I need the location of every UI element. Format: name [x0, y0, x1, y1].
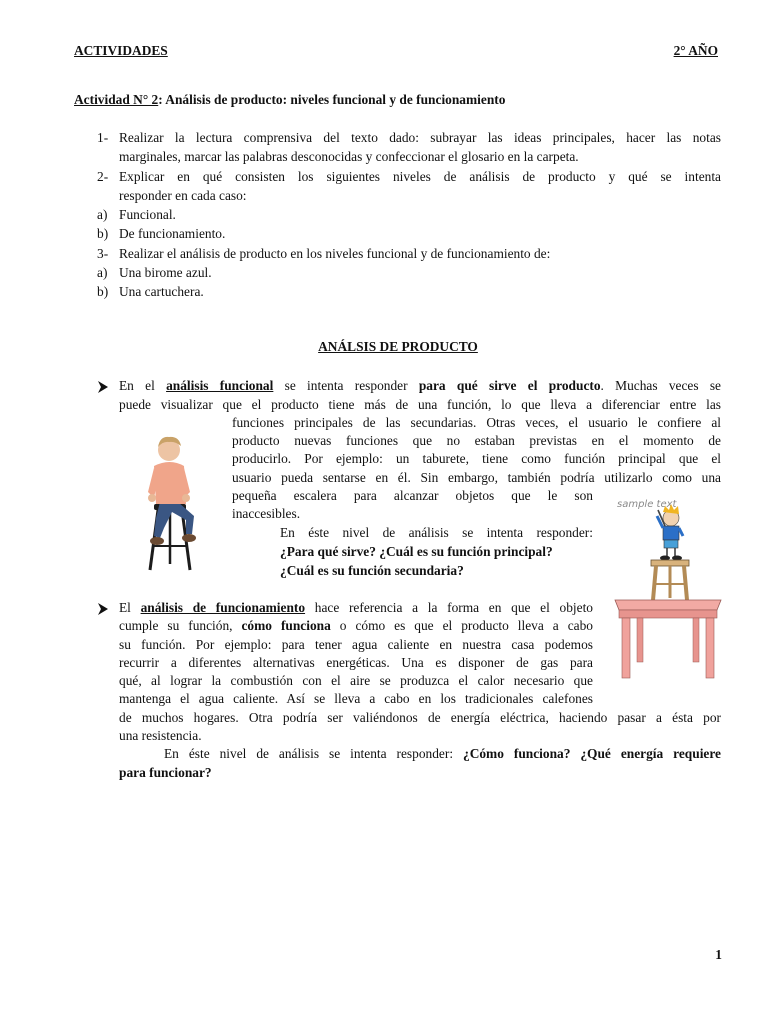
paragraph-line: producto nuevas funciones que no estaban previstas en el momento de — [232, 433, 721, 448]
boy-on-stool-image — [120, 418, 224, 576]
image-caption: sample text — [617, 499, 677, 510]
list-letter: b) — [97, 226, 109, 241]
text-run: o cómo es que el producto lleva a cabo — [330, 618, 593, 633]
text-run: . Muchas veces se — [600, 378, 721, 393]
activity-subtitle: : Análisis de producto: niveles funcional y de funcionamiento — [158, 92, 506, 107]
paragraph-line: una resistencia. — [119, 728, 202, 743]
list-item: Una cartuchera. — [119, 284, 204, 299]
list-letter: a) — [97, 207, 108, 222]
paragraph-line — [164, 745, 721, 764]
list-item-line: responder en cada caso: — [119, 188, 247, 203]
paragraph-line: mantenga el agua caliente. Así se lleva a cabo en los tradicionales calefones — [119, 691, 593, 706]
page-number: 1 — [715, 947, 722, 962]
paragraph-line: inaccesibles. — [232, 506, 301, 521]
paragraph-line: producirlo. Por ejemplo: un taburete, tiene como función principal que el — [232, 451, 721, 466]
paragraph-line: puede visualizar que el producto tiene más de una función, lo que lleva a diferenciar entre las — [119, 397, 721, 412]
list-letter: a) — [97, 265, 108, 280]
section-title: ANÁLSIS DE PRODUCTO — [318, 339, 478, 354]
paragraph-line — [119, 617, 593, 636]
list-item: Una birome azul. — [119, 265, 212, 280]
arrow-bullet-icon — [96, 602, 110, 616]
question-line: ¿Cómo funciona? ¿Qué energía requiere — [463, 746, 722, 761]
list-number: 3- — [97, 246, 109, 261]
paragraph-line: qué, al lograr la combustión con el aire se produzca el calor necesario que — [119, 673, 593, 688]
list-number: 2- — [97, 169, 109, 184]
list-item-line: Realizar la lectura comprensiva del texto dado: subrayar las ideas principales, hacer las notas — [119, 130, 721, 145]
list-letter: b) — [97, 284, 109, 299]
question-line: ¿Para qué sirve? ¿Cuál es su función principal? — [280, 544, 553, 559]
arrow-bullet-icon — [96, 380, 110, 394]
list-item-line: Explicar en qué consisten los siguientes niveles de análisis de producto y qué se intenta — [119, 169, 721, 184]
boy-on-stool-on-table-image — [613, 492, 723, 682]
text-run: En el — [119, 378, 167, 393]
activity-label: Actividad N° 2 — [74, 92, 159, 107]
text-run: cumple su función, — [119, 618, 242, 633]
term-analisis-funcional: análisis funcional — [166, 378, 274, 393]
list-number: 1- — [97, 130, 109, 145]
question-line: para funcionar? — [119, 765, 212, 780]
text-run: En éste nivel de análisis se intenta responder: — [164, 746, 463, 761]
text-bold: para qué sirve el producto — [418, 378, 601, 393]
text-run: El — [119, 600, 141, 615]
list-item: Realizar el análisis de producto en los niveles funcional y de funcionamiento de: — [119, 246, 551, 261]
header-activities: ACTIVIDADES — [74, 43, 168, 58]
term-analisis-funcionamiento: análisis de funcionamiento — [140, 600, 306, 615]
paragraph-line — [119, 599, 593, 618]
text-run: hace referencia a la forma en que el objeto — [305, 600, 593, 615]
activity-title — [74, 91, 505, 110]
paragraph-line: pequeña escalera para alcanzar objetos que le son — [232, 488, 593, 503]
list-item-line: marginales, marcar las palabras desconocidas y confeccionar el glosario en la carpeta. — [119, 149, 579, 164]
header-year: 2° AÑO — [673, 43, 718, 58]
list-item: De funcionamiento. — [119, 226, 226, 241]
question-line: ¿Cuál es su función secundaria? — [280, 563, 464, 578]
text-bold: cómo funciona — [241, 618, 331, 633]
paragraph-line: usuario pueda sentarse en él. Sin embargo, también podría utilizarlo como una — [232, 470, 721, 485]
paragraph-line: recurrir a diferentes alternativas energéticas. Una es disponer de gas para — [119, 655, 593, 670]
paragraph-line: de muchos hogares. Otra podría ser valiéndonos de energía eléctrica, haciendo pasar a ésta por — [119, 710, 721, 725]
paragraph-line: funciones principales de las secundarias. Otras veces, el usuario le confiere al — [232, 415, 721, 430]
list-item: Funcional. — [119, 207, 176, 222]
text-run: se intenta responder — [273, 378, 419, 393]
paragraph-line: su función. Por ejemplo: para tener agua caliente en nuestra casa podemos — [119, 637, 593, 652]
paragraph-line: En éste nivel de análisis se intenta responder: — [280, 525, 593, 540]
paragraph-line — [119, 377, 721, 396]
